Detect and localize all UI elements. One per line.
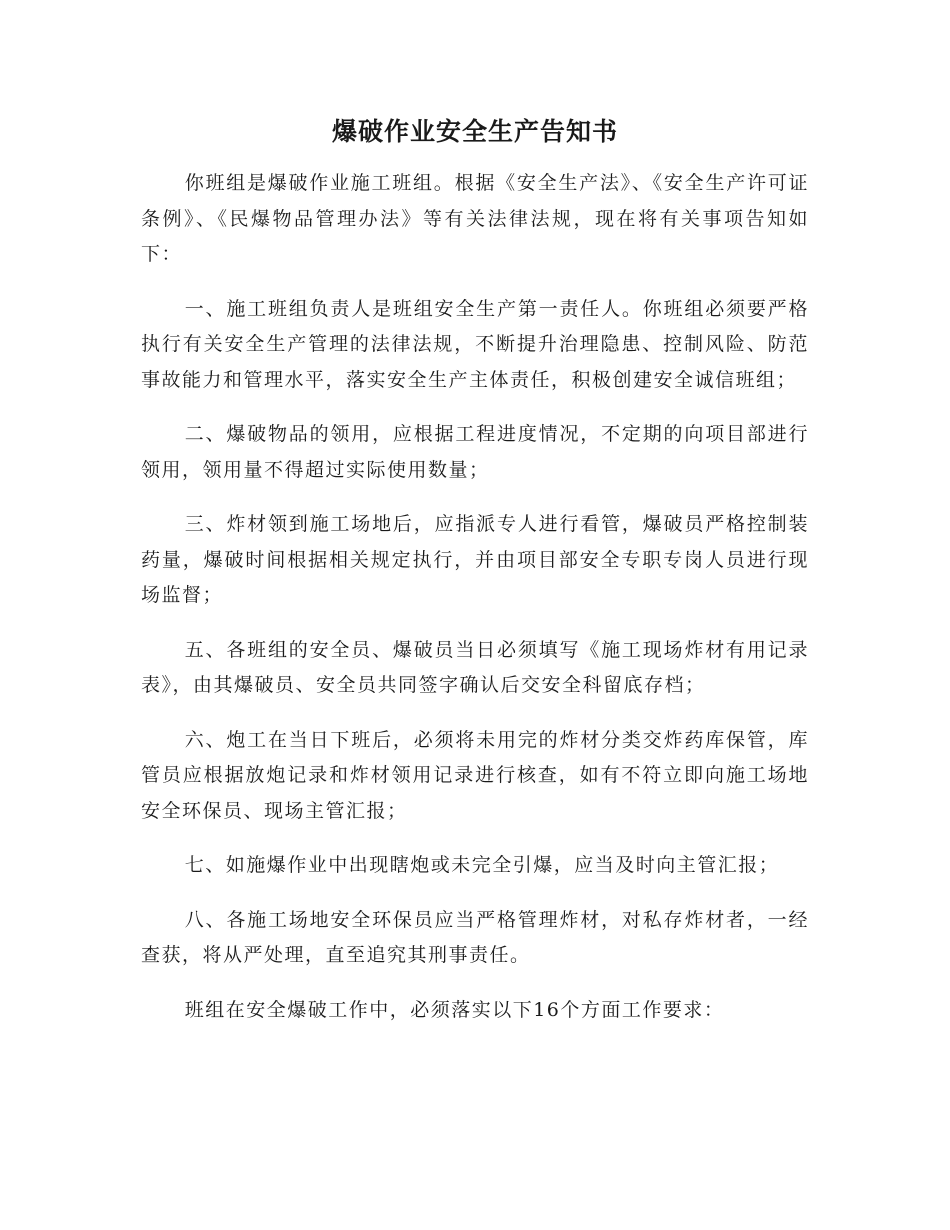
clause-2-paragraph: 二、爆破物品的领用，应根据工程进度情况，不定期的向项目部进行领用，领用量不得超过实际使用数量；	[141, 423, 809, 481]
clause-6-paragraph: 六、炮工在当日下班后，必须将未用完的炸材分类交炸药库保管，库管员应根据放炮记录和炸材领用记录进行核查，如有不符立即向施工场地安全环保员、现场主管汇报；	[141, 728, 809, 822]
clause-8-paragraph: 八、各施工场地安全环保员应当严格管理炸材，对私存炸材者，一经查获，将从严处理，直至追究其刑事责任。	[141, 908, 809, 966]
clause-1-paragraph: 一、施工班组负责人是班组安全生产第一责任人。你班组必须要严格执行有关安全生产管理的法律法规，不断提升治理隐患、控制风险、防范事故能力和管理水平，落实安全生产主体责任，积极创建安全诚信班组；	[141, 297, 809, 391]
clause-5-paragraph: 五、各班组的安全员、爆破员当日必须填写《施工现场炸材有用记录表》，由其爆破员、安全员共同签字确认后交安全科留底存档；	[141, 638, 809, 696]
intro-paragraph: 你班组是爆破作业施工班组。根据《安全生产法》、《安全生产许可证条例》、《民爆物品管理办法》等有关法律法规，现在将有关事项告知如下：	[141, 172, 809, 265]
document-title: 爆破作业安全生产告知书	[331, 117, 618, 146]
document-body	[141, 166, 809, 1028]
clause-3-paragraph: 三、炸材领到施工场地后，应指派专人进行看管，爆破员严格控制装药量，爆破时间根据相关规定执行，并由项目部安全专职专岗人员进行现场监督；	[141, 513, 809, 606]
clause-7-paragraph: 七、如施爆作业中出现瞎炮或未完全引爆，应当及时向主管汇报；	[184, 854, 780, 876]
requirements-intro-paragraph: 班组在安全爆破工作中，必须落实以下16个方面工作要求：	[184, 998, 725, 1021]
